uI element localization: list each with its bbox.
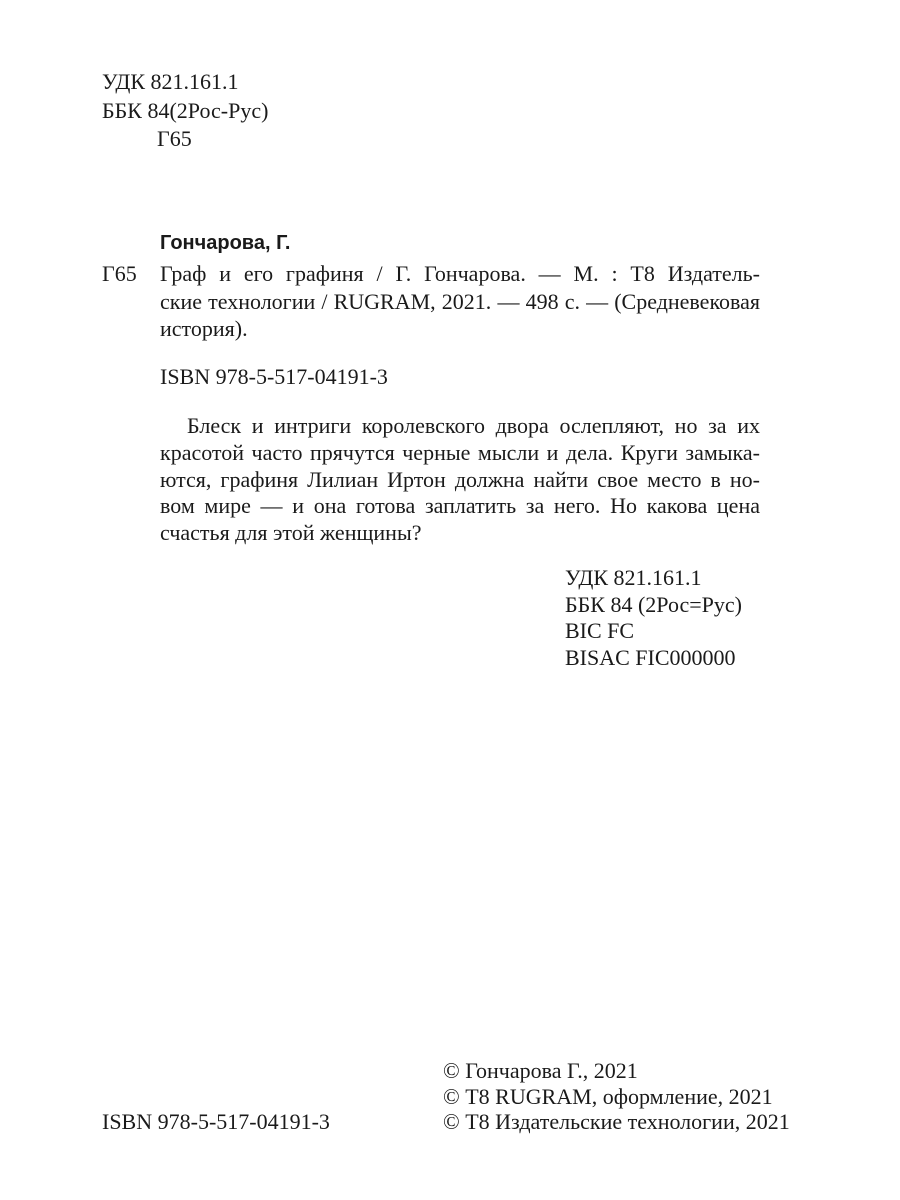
- annotation-line-2: красотой часто прячутся черные мысли и дела. Круги замыка-: [160, 440, 760, 465]
- biblio-isbn: ISBN 978-5-517-04191-3: [160, 364, 388, 389]
- annotation-line-5: счастья для этой женщины?: [160, 520, 422, 545]
- footer-isbn: ISBN 978-5-517-04191-3: [102, 1109, 330, 1134]
- annotation-line-4: вом мире — и она готова заплатить за него. Но какова цена: [160, 493, 760, 518]
- annotation-line-3: ются, графиня Лилиан Иртон должна найти свое место в но-: [160, 467, 760, 492]
- annotation-line-1: Блеск и интриги королевского двора ослепляют, но за их: [187, 413, 760, 438]
- copyright-author: © Гончарова Г., 2021: [443, 1058, 638, 1083]
- class-bisac: BISAC FIC000000: [565, 645, 736, 670]
- class-bbk: ББК 84 (2Рос=Рус): [565, 592, 742, 617]
- copyright-publisher: © Т8 Издательские технологии, 2021: [443, 1109, 790, 1134]
- class-udk: УДК 821.161.1: [565, 565, 702, 590]
- top-udk: УДК 821.161.1: [102, 69, 239, 94]
- top-author-mark: Г65: [157, 126, 192, 151]
- biblio-description-line-1: Граф и его графиня / Г. Гончарова. — М. : Т8 Издатель-: [160, 261, 760, 286]
- copyright-design: © Т8 RUGRAM, оформление, 2021: [443, 1084, 773, 1109]
- biblio-description-line-2: ские технологии / RUGRAM, 2021. — 498 с. — (Средневековая: [160, 289, 760, 314]
- biblio-description-line-3: история).: [160, 316, 248, 341]
- biblio-author-mark: Г65: [102, 261, 137, 286]
- author-heading: Гончарова, Г.: [160, 232, 291, 254]
- class-bic: BIC FC: [565, 618, 635, 643]
- top-bbk: ББК 84(2Рос-Рус): [102, 98, 269, 123]
